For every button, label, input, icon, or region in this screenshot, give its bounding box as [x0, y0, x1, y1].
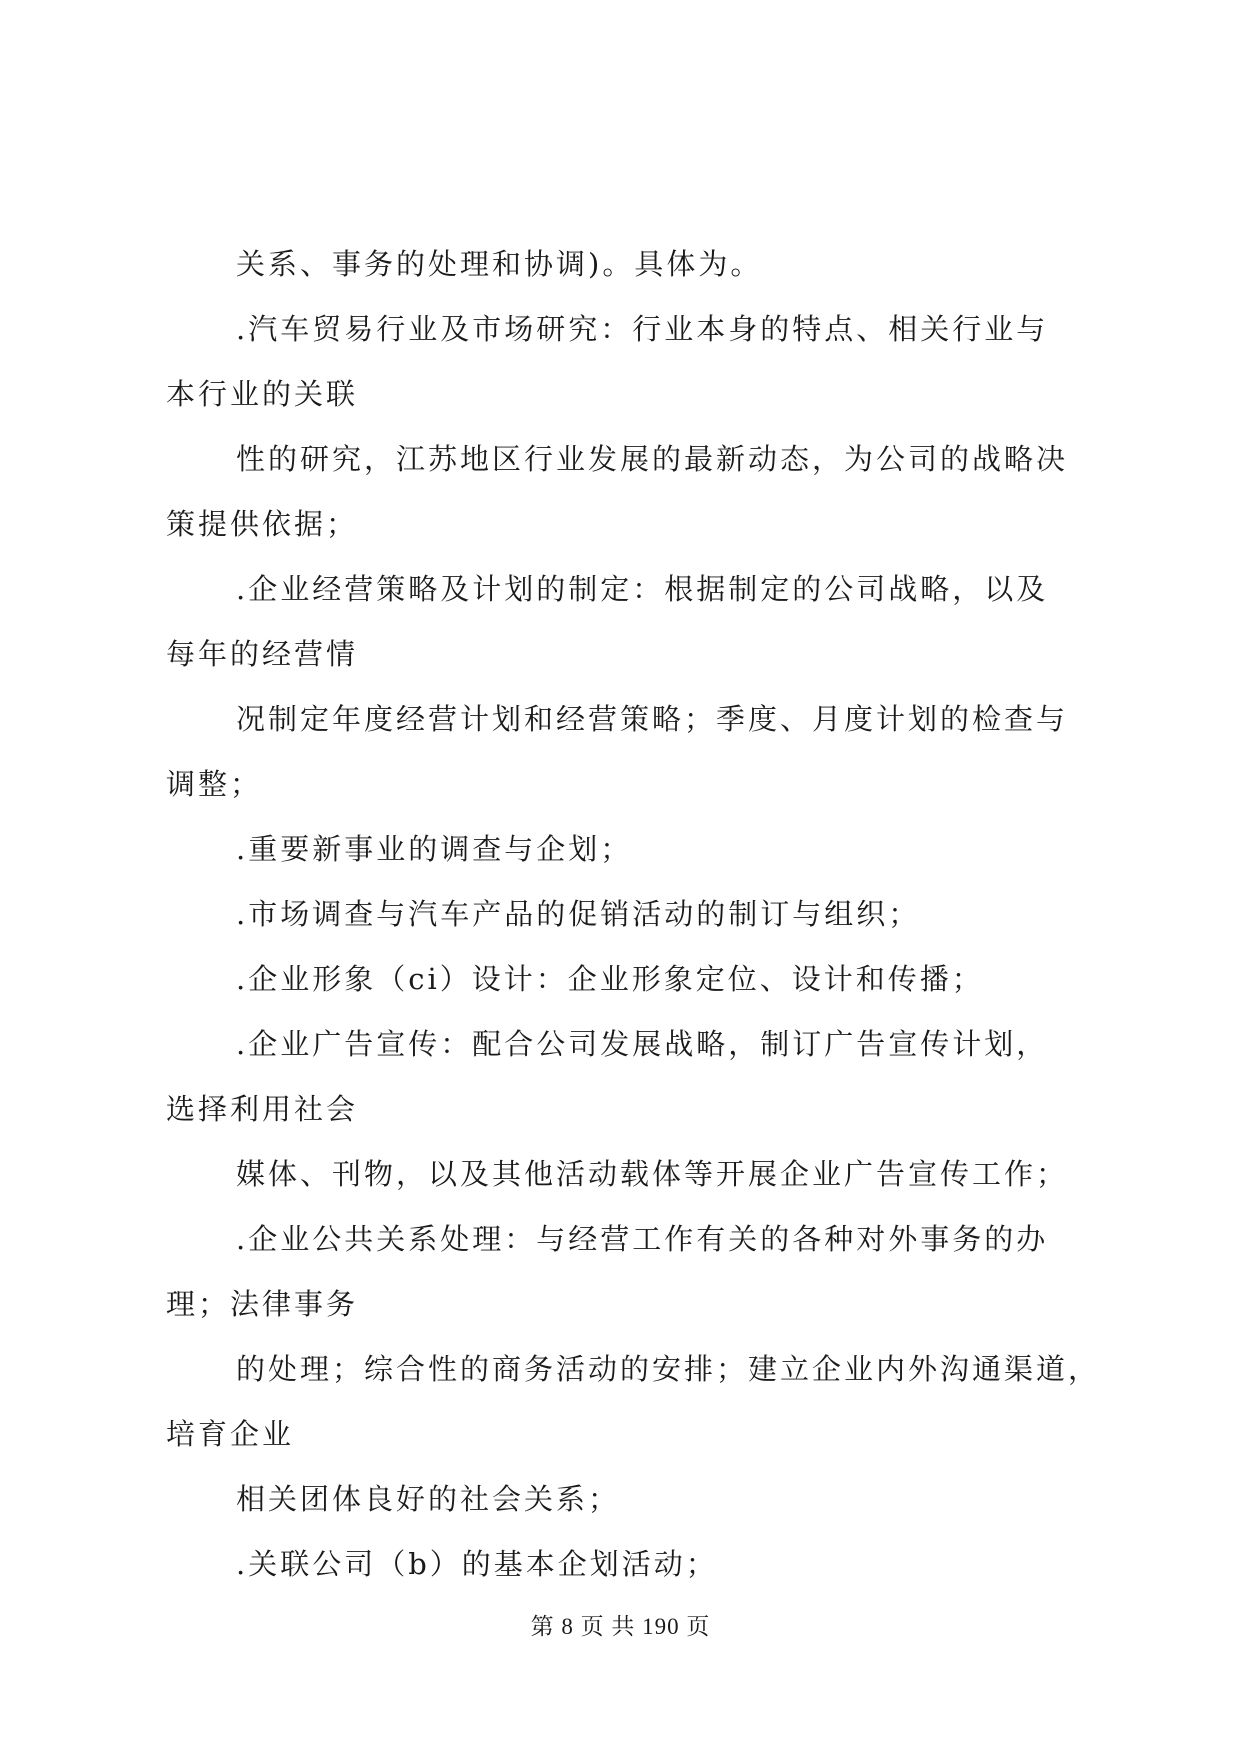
text-line: 选择利用社会 [166, 1092, 359, 1126]
text-line: 关系、事务的处理和协调)。具体为。 [236, 247, 763, 281]
text-line: 理；法律事务 [166, 1287, 359, 1321]
text-line: 性的研究，江苏地区行业发展的最新动态，为公司的战略决 [236, 442, 1069, 476]
text-line: .企业公共关系处理：与经营工作有关的各种对外事务的办 [236, 1222, 1049, 1256]
text-line: 相关团体良好的社会关系； [236, 1482, 621, 1516]
document-body [166, 232, 1101, 1597]
text-line: 培育企业 [166, 1417, 295, 1451]
text-line: 况制定年度经营计划和经营策略；季度、月度计划的检查与 [236, 702, 1069, 736]
text-line: 每年的经营情 [166, 637, 359, 671]
text-line: .企业广告宣传：配合公司发展战略，制订广告宣传计划， [236, 1027, 1049, 1061]
text-line: .市场调查与汽车产品的促销活动的制订与组织； [236, 897, 921, 931]
page-footer: 第 8 页 共 190 页 [530, 1614, 711, 1639]
text-line: 调整； [166, 767, 263, 801]
text-line: .重要新事业的调查与企划； [236, 832, 633, 866]
text-line: 本行业的关联 [166, 377, 359, 411]
text-line: 媒体、刊物，以及其他活动载体等开展企业广告宣传工作； [236, 1157, 1069, 1191]
text-line: 策提供依据； [166, 507, 359, 541]
text-line: .企业经营策略及计划的制定：根据制定的公司战略，以及 [236, 572, 1049, 606]
text-line: .企业形象（ci）设计：企业形象定位、设计和传播； [236, 962, 984, 996]
text-line: .汽车贸易行业及市场研究：行业本身的特点、相关行业与 [236, 312, 1049, 346]
text-line: .关联公司（b）的基本企划活动； [236, 1547, 718, 1581]
text-line: 的处理；综合性的商务活动的安排；建立企业内外沟通渠道， [236, 1352, 1101, 1386]
